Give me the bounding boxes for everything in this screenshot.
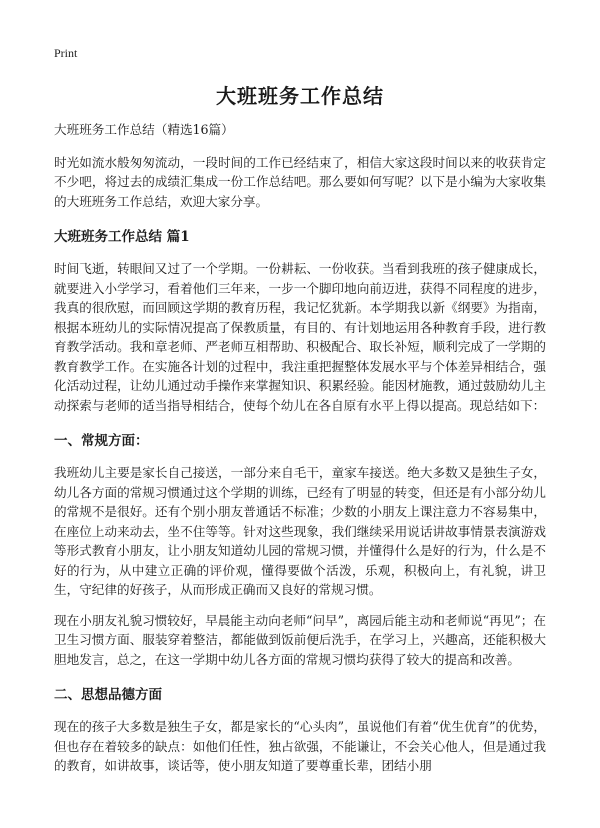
intro-paragraph: 时光如流水般匆匆流动，一段时间的工作已经结束了，相信大家这段时间以来的收获肯定不少吧，将过去的成绩汇集成一份工作总结吧。那么要如何写呢？以下是小编为大家收集的大班班务工作总结，欢迎大家分享。 (54, 154, 546, 209)
morality-paragraph: 现在的孩子大多数是独生子女，都是家长的“心头肉”，虽说他们有着“优生优育”的优势，但也存在着较多的缺点：如他们任性，独占欲强，不能谦让，不会关心他人，但是通过我的教育，如讲故事，谈话等，使小朋友知道了要尊重长辈，团结小朋 (54, 719, 546, 773)
document-title: 大班班务工作总结 (216, 84, 384, 108)
document-subtitle: 大班班务工作总结（精选16篇） (54, 122, 234, 137)
article-heading: 大班班务工作总结 篇1 (54, 229, 190, 245)
routine-paragraph-1: 我班幼儿主要是家长自己接送，一部分来自毛干，童家车接送。绝大多数又是独生子女，幼儿各方面的常规习惯通过这个学期的训练，已经有了明显的转变，但还是有小部分幼儿的常规不是很好。还有个别小朋友普通话不标准；少数的小朋友上课注意力不容易集中，在座位上动来动去，坐不住等等。针对这些现象，我们继续采用说话讲故事情景表演游戏等形式教育小朋友，让小朋友知道幼儿园的常规习惯，并懂得什么是好的行为，什么是不好的行为，从中建立正确的评价观，懂得要做个活泼，乐观，积极向上，有礼貌，讲卫生，守纪律的好孩子，从而形成正确而又良好的常规习惯。 (54, 465, 546, 597)
print-link[interactable]: Print (54, 46, 78, 60)
routine-paragraph-2: 现在小朋友礼貌习惯较好，早晨能主动向老师“问早”，离园后能主动和老师说“再见”；在卫生习惯方面、服装穿着整洁，都能做到饭前便后洗手，在学习上，兴趣高，还能积极大胆地发言，总之，在这一学期中幼儿各方面的常规习惯均获得了较大的提高和改善。 (54, 612, 546, 667)
section-heading-routine: 一、常规方面： (54, 433, 149, 449)
document-body (54, 120, 546, 787)
section-heading-morality: 二、思想品德方面 (54, 687, 162, 703)
article-paragraph: 时间飞逝，转眼间又过了一个学期。一份耕耘、一份收获。当看到我班的孩子健康成长，就要进入小学学习，看着他们三年来，一步一个脚印地向前迈进，获得不同程度的进步，我真的很欣慰，而回顾这学期的教育历程，我记忆犹新。本学期我以新《纲要》为指南，根据本班幼儿的实际情况提高了保教质量，有目的、有计划地运用各种教育手段，进行教育教学活动。我和章老师、严老师互相帮助、积极配合、取长补短，顺利完成了一学期的教育教学工作。在实施各计划的过程中，我注重把握整体发展水平与个体差异相结合，强化活动过程，让幼儿通过动手操作来掌握知识、积累经验。能因材施教，通过鼓励幼儿主动探索与老师的适当指导相结合，使每个幼儿在各自原有水平上得以提高。现总结如下： (54, 261, 546, 413)
